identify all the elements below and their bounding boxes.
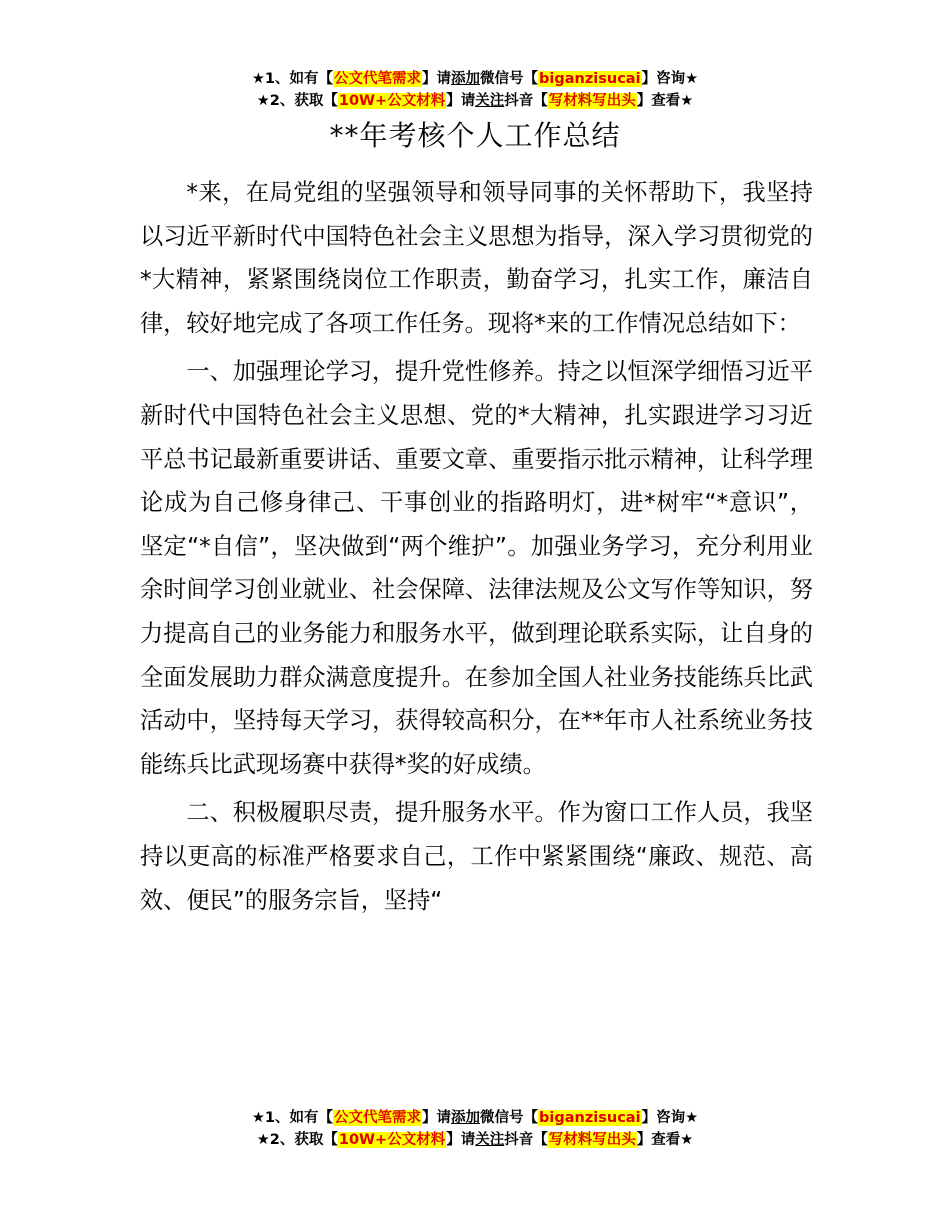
banner-highlight: 公文代笔需求 — [334, 1110, 422, 1126]
banner-underlined-text: 添加 — [451, 1110, 481, 1126]
banner-highlight: 公文代笔需求 — [334, 71, 422, 87]
banner-text: 】查看★ — [636, 1132, 694, 1148]
header-banner-line-2 — [0, 90, 950, 112]
banner-highlight: 10W+公文材料 — [338, 93, 446, 109]
banner-highlight: biganzisucai — [539, 71, 641, 87]
banner-text: 】咨询★ — [641, 1110, 699, 1126]
footer-banner — [0, 1107, 950, 1151]
banner-text: 】查看★ — [636, 93, 694, 109]
paragraph-intro: *来，在局党组的坚强领导和领导同事的关怀帮助下，我坚持以习近平新时代中国特色社会主义思想为指导，深入学习贯彻党的*大精神，紧紧围绕岗位工作职责，勤奋学习，扎实工作，廉洁自律，较好地完成了各项工作任务。现将*来的工作情况总结如下： — [140, 179, 813, 337]
banner-text: 】咨询★ — [641, 71, 699, 87]
paragraph-section-2: 二、积极履职尽责，提升服务水平。作为窗口工作人员，我坚持以更高的标准严格要求自己，工作中紧紧围绕“廉政、规范、高效、便民”的服务宗旨，坚持“ — [140, 799, 813, 914]
banner-underlined-text: 关注 — [475, 93, 505, 109]
document-title: **年考核个人工作总结 — [329, 119, 621, 152]
banner-text: 微信号【 — [480, 71, 539, 87]
footer-banner-line-2 — [0, 1129, 950, 1151]
banner-text: ★2、获取【 — [256, 1132, 338, 1148]
banner-text: 】请 — [422, 71, 452, 87]
header-banner — [0, 68, 950, 112]
document-body — [140, 171, 813, 927]
banner-highlight: 写材料写出头 — [548, 1132, 636, 1148]
banner-text: ★2、获取【 — [256, 93, 338, 109]
banner-text: 】请 — [422, 1110, 452, 1126]
banner-highlight: 写材料写出头 — [548, 93, 636, 109]
banner-text: 抖音【 — [504, 1132, 548, 1148]
banner-highlight: 10W+公文材料 — [338, 1132, 446, 1148]
banner-highlight: biganzisucai — [539, 1110, 641, 1126]
banner-underlined-text: 添加 — [451, 71, 481, 87]
header-banner-line-1 — [0, 68, 950, 90]
banner-text: 抖音【 — [504, 93, 548, 109]
banner-text: ★1、如有【 — [251, 71, 334, 87]
banner-text: ★1、如有【 — [251, 1110, 334, 1126]
banner-underlined-text: 关注 — [475, 1132, 505, 1148]
banner-text: 】请 — [446, 93, 476, 109]
banner-text: 微信号【 — [480, 1110, 539, 1126]
banner-text: 】请 — [446, 1132, 476, 1148]
paragraph-section-1: 一、加强理论学习，提升党性修养。持之以恒深学细悟习近平新时代中国特色社会主义思想、党的*大精神，扎实跟进学习习近平总书记最新重要讲话、重要文章、重要指示批示精神，让科学理论成为自己修身律己、干事创业的指路明灯，进*树牢“*意识”，坚定“*自信”，坚决做到“两个维护”。加强业务学习，充分利用业余时间学习创业就业、社会保障、法律法规及公文写作等知识，努力提高自己的业务能力和服务水平，做到理论联系实际，让自身的全面发展助力群众满意度提升。在参加全国人社业务技能练兵比武活动中，坚持每天学习，获得较高积分，在**年市人社系统业务技能练兵比武现场赛中获得*奖的好成绩。 — [140, 358, 813, 778]
footer-banner-line-1 — [0, 1107, 950, 1129]
